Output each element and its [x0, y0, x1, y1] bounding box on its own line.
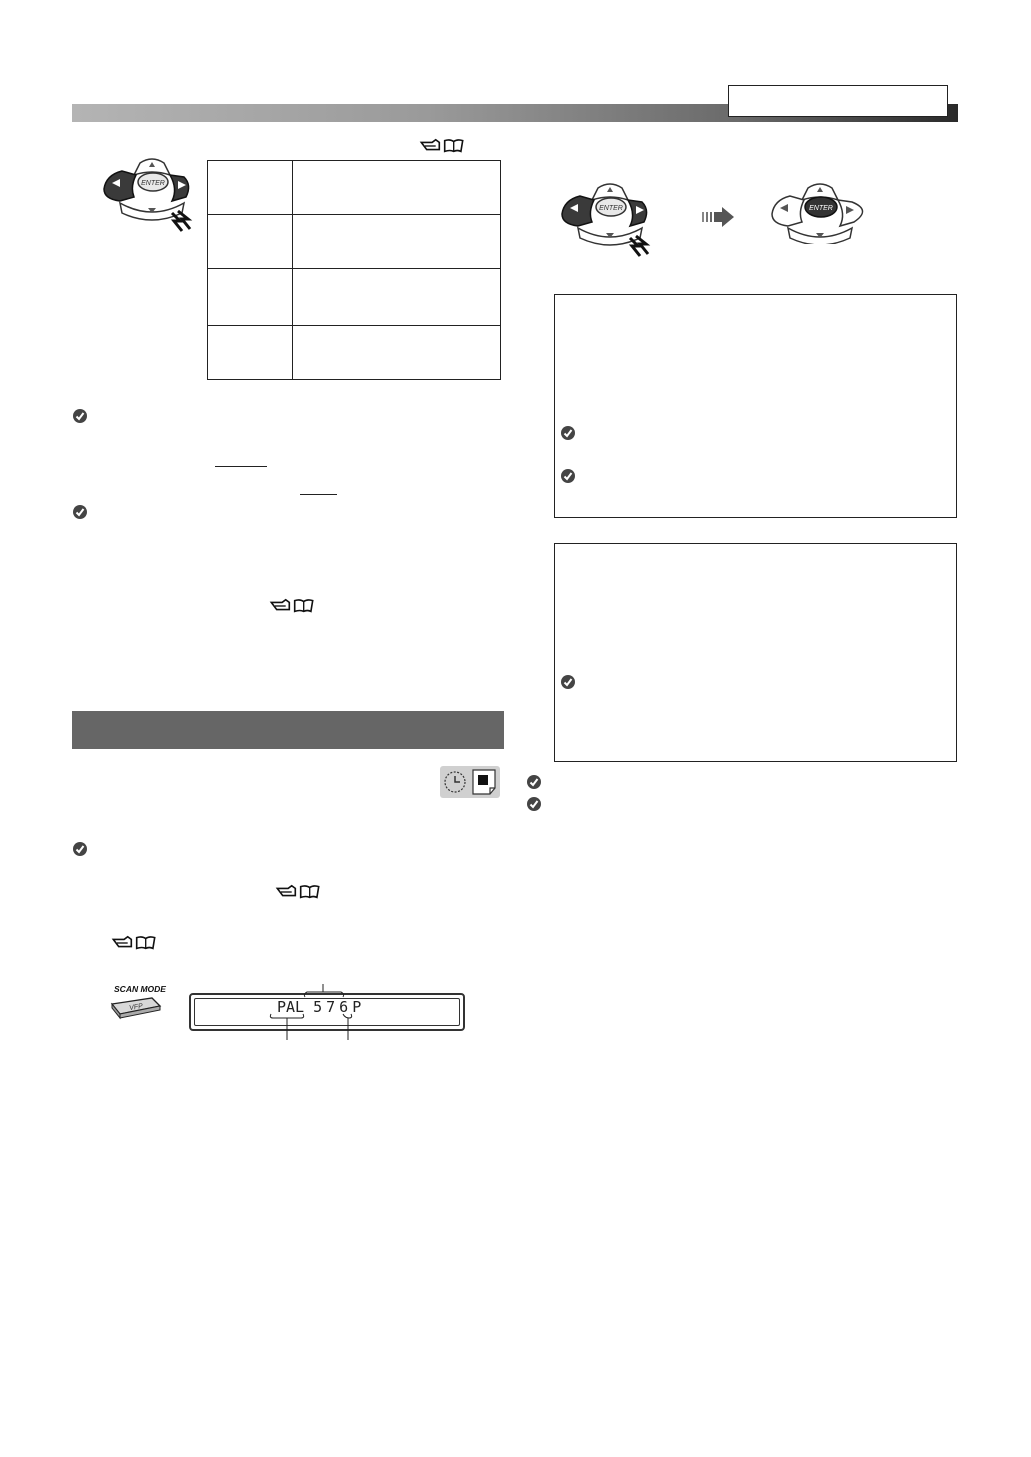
check-bullet-icon: [73, 842, 87, 856]
mode-row: [208, 326, 500, 379]
mode-table: [207, 160, 501, 380]
reference-book-icon: [274, 883, 322, 901]
info-box: [554, 294, 957, 518]
underline-mark: [215, 466, 267, 467]
dpad-left-right-icon: [100, 155, 205, 245]
underline-mark: [300, 494, 337, 495]
mode-row: [208, 215, 500, 269]
display-system: PAL: [277, 998, 305, 1016]
display-resolution: 576: [313, 998, 353, 1016]
check-bullet-icon: [73, 409, 87, 423]
display-scan: P: [352, 998, 362, 1016]
reference-book-icon: [268, 597, 316, 615]
dpad-left-right-icon: [558, 180, 663, 268]
check-bullet-icon: [561, 469, 575, 483]
mode-indicator: [440, 766, 500, 798]
vfp-label: VFP: [128, 1002, 144, 1013]
stop-icon: [473, 770, 495, 794]
arrow-right-icon: [702, 206, 736, 228]
scan-mode-label: SCAN MODE: [114, 984, 166, 994]
mode-row: [208, 269, 500, 326]
enter-label: ENTER: [599, 205, 623, 212]
header-section-label: [728, 85, 948, 117]
check-bullet-icon: [527, 797, 541, 811]
scan-mode-button-icon: [106, 982, 168, 1022]
check-bullet-icon: [561, 675, 575, 689]
dpad-enter-icon: [768, 180, 873, 244]
check-bullet-icon: [73, 505, 87, 519]
reference-book-icon: [418, 137, 466, 155]
check-bullet-icon: [527, 775, 541, 789]
info-box: [554, 543, 957, 762]
mode-name-cell: [208, 326, 293, 379]
top-line: [0, 0, 1031, 1]
mode-name-cell: [208, 215, 293, 268]
timer-icon: [445, 772, 465, 792]
mode-name-cell: [208, 269, 293, 325]
mode-name-cell: [208, 161, 293, 214]
section-header: [72, 711, 504, 749]
mode-row: [208, 161, 500, 215]
enter-label: ENTER: [809, 205, 833, 212]
svg-text:ENTER: ENTER: [141, 180, 165, 187]
display-callout-lines: [265, 984, 365, 1040]
reference-book-icon: [110, 934, 158, 952]
check-bullet-icon: [561, 426, 575, 440]
